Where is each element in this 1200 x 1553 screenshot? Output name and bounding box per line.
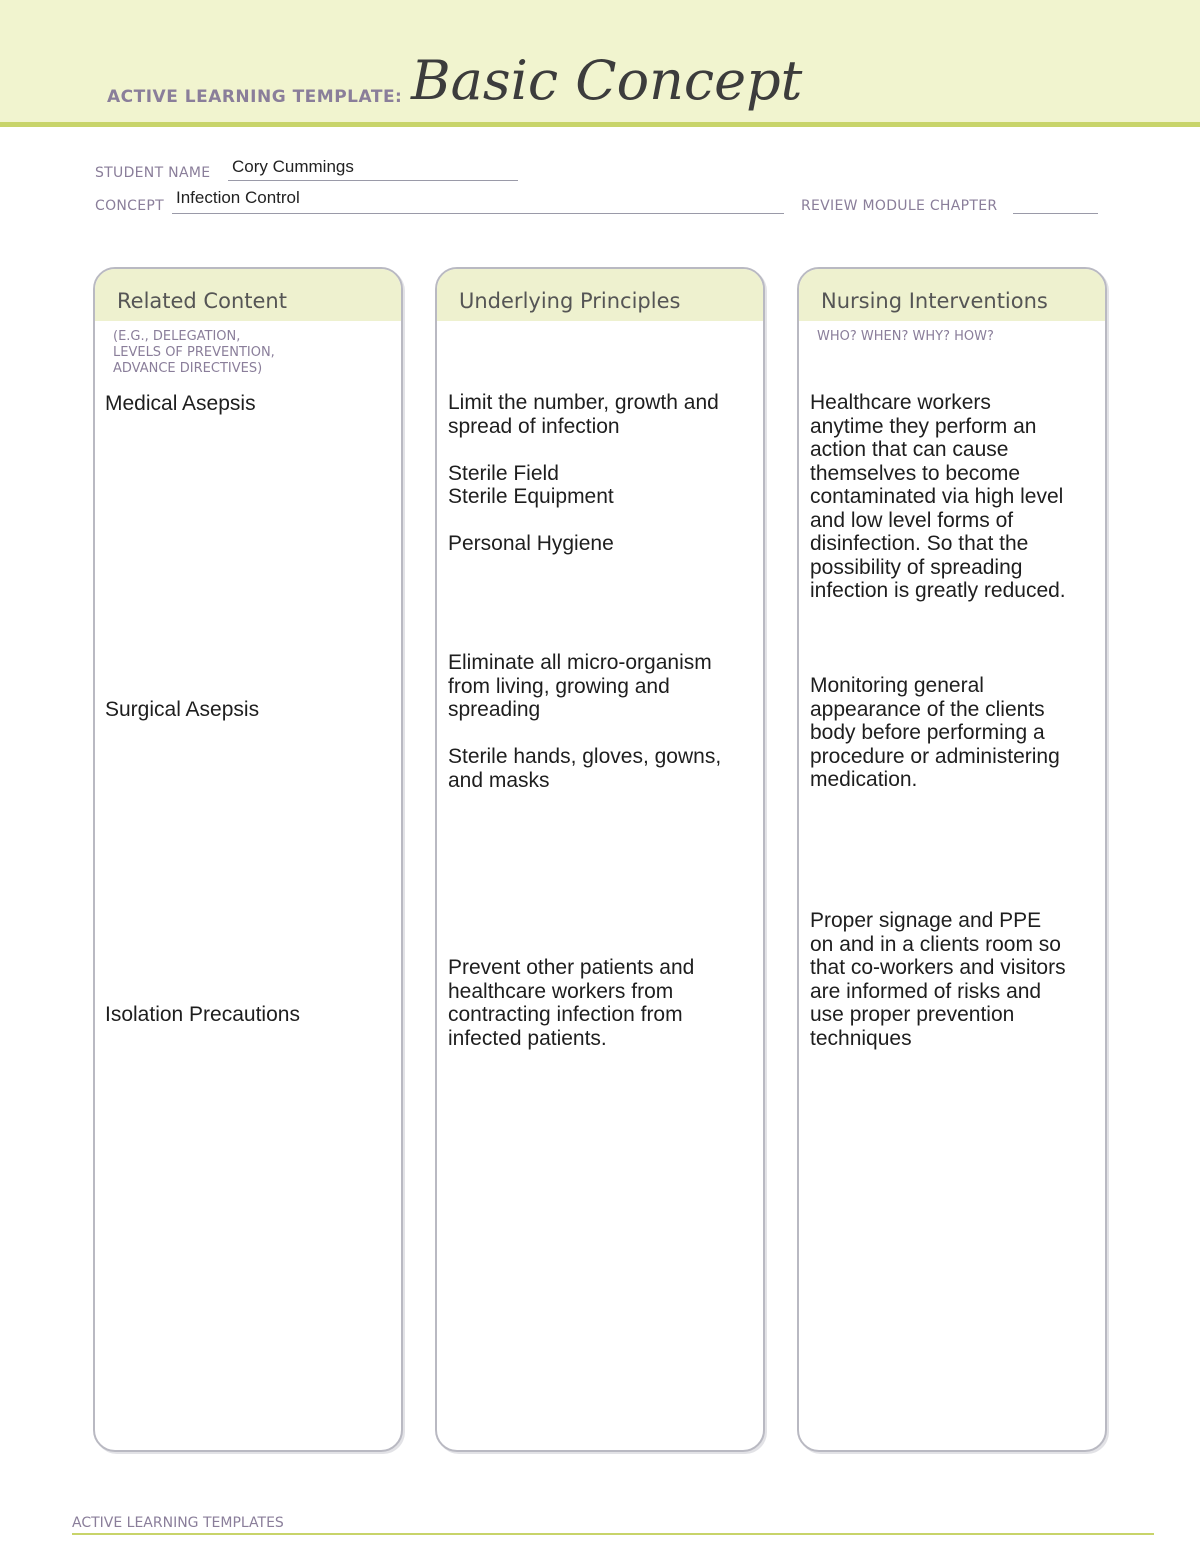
template-label: ACTIVE LEARNING TEMPLATE: bbox=[107, 87, 403, 107]
underlying-principles-card bbox=[435, 267, 765, 1452]
footer-rule bbox=[72, 1533, 1154, 1535]
nursing-interventions-subtitle: WHO? WHEN? WHY? HOW? bbox=[817, 329, 994, 344]
student-name-line bbox=[228, 180, 518, 181]
interventions-entry: Healthcare workers anytime they perform an action that can cause themselves to become contaminated via high level and low level forms of disinfection. So that the possibility of spreading infection is greatly reduced. bbox=[810, 391, 1066, 602]
student-name-value[interactable]: Cory Cummings bbox=[232, 157, 354, 176]
concept-line bbox=[172, 213, 784, 214]
principles-entry: Eliminate all micro-organism from living, growing and spreading Sterile hands, gloves, gowns, and masks bbox=[448, 651, 722, 792]
related-entry: Isolation Precautions bbox=[105, 1003, 300, 1026]
concept-label: CONCEPT bbox=[95, 198, 164, 214]
review-module-line[interactable] bbox=[1013, 213, 1098, 214]
underlying-principles-header bbox=[437, 269, 763, 321]
nursing-interventions-header bbox=[799, 269, 1105, 321]
template-title: Basic Concept bbox=[411, 49, 803, 112]
header-rule bbox=[0, 122, 1200, 127]
interventions-entry: Monitoring general appearance of the clients body before performing a procedure or administering medication. bbox=[810, 674, 1060, 791]
related-content-title: Related Content bbox=[117, 289, 287, 313]
related-entry: Medical Asepsis bbox=[105, 392, 256, 415]
related-entry: Surgical Asepsis bbox=[105, 698, 260, 721]
footer-label: ACTIVE LEARNING TEMPLATES bbox=[72, 1515, 284, 1531]
student-name-label: STUDENT NAME bbox=[95, 165, 211, 181]
related-content-header bbox=[95, 269, 401, 321]
nursing-interventions-title: Nursing Interventions bbox=[821, 289, 1048, 313]
underlying-principles-title: Underlying Principles bbox=[459, 289, 681, 313]
principles-entry: Prevent other patients and healthcare workers from contracting infection from infected patients. bbox=[448, 956, 695, 1050]
review-module-label: REVIEW MODULE CHAPTER bbox=[801, 198, 998, 214]
related-content-subtitle: (E.G., DELEGATION, LEVELS OF PREVENTION, ADVANCE DIRECTIVES) bbox=[113, 329, 275, 376]
interventions-entry: Proper signage and PPE on and in a clients room so that co-workers and visitors are informed of risks and use proper prevention techniques bbox=[810, 909, 1066, 1050]
principles-entry: Limit the number, growth and spread of infection Sterile Field Sterile Equipment Personal Hygiene bbox=[448, 391, 719, 555]
nursing-interventions-card bbox=[797, 267, 1107, 1452]
concept-value[interactable]: Infection Control bbox=[176, 188, 300, 207]
related-content-card bbox=[93, 267, 403, 1452]
